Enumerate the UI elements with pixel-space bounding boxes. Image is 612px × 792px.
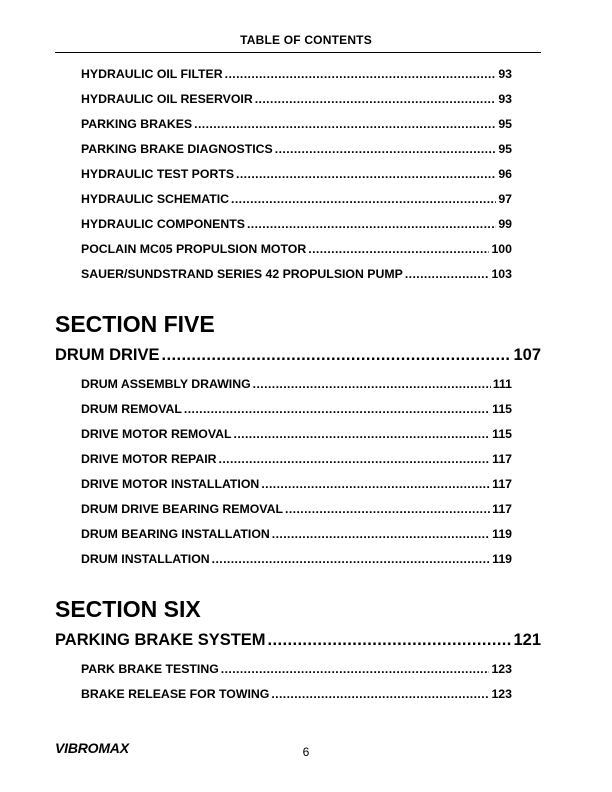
toc-dot-leader [194,117,496,131]
toc-dot-leader [275,142,497,156]
toc-entry-title: HYDRAULIC COMPONENTS [81,217,245,231]
toc-dot-leader [236,167,496,181]
toc-entry-page: 97 [498,192,512,206]
toc-entry-title: DRUM ASSEMBLY DRAWING [81,377,251,391]
toc-major-entry-drum-drive[interactable] [55,346,541,365]
toc-dot-leader [184,402,490,416]
toc-entry-title: DRUM DRIVE [55,346,160,364]
toc-entry-page: 117 [492,477,512,491]
page-number: 6 [302,745,310,759]
toc-major-entry-parking-brake-system[interactable] [55,631,541,650]
toc-entry-page: 119 [492,527,512,541]
toc-entry-page: 100 [491,242,512,256]
toc-entry-page: 103 [491,267,512,281]
toc-dot-leader [162,346,512,365]
toc-entry[interactable] [81,427,512,441]
toc-entry-title: DRIVE MOTOR INSTALLATION [81,477,260,491]
toc-dot-leader [231,192,496,206]
toc-entry[interactable] [81,687,512,701]
toc-entry-title: DRIVE MOTOR REMOVAL [81,427,232,441]
toc-dot-leader [219,452,491,466]
toc-entry-title: HYDRAULIC OIL RESERVOIR [81,92,253,106]
toc-entry[interactable] [81,242,512,256]
toc-dot-leader [405,267,490,281]
toc-entry[interactable] [81,67,512,81]
toc-entry-title: HYDRAULIC TEST PORTS [81,167,235,181]
toc-entry-title: PARKING BRAKES [81,117,193,131]
toc-dot-leader [247,217,496,231]
toc-entry-page: 117 [492,452,512,466]
toc-dot-leader [272,527,490,541]
toc-entry-title: DRUM BEARING INSTALLATION [81,527,270,541]
toc-entry-page: 123 [491,662,512,676]
toc-entry-page: 115 [492,402,512,416]
toc-dot-leader [271,687,489,701]
toc-dot-leader [285,502,490,516]
toc-entry-page: 119 [492,552,512,566]
toc-entry[interactable] [81,377,512,391]
toc-dot-leader [234,427,491,441]
toc-entry[interactable] [81,192,512,206]
toc-entry-page: 95 [498,142,512,156]
toc-dot-leader [253,377,491,391]
toc-entry-page: 111 [492,377,512,391]
toc-entry[interactable] [81,402,512,416]
toc-dot-leader [225,67,497,81]
toc-entry-page: 121 [513,631,541,649]
toc-entry-title: POCLAIN MC05 PROPULSION MOTOR [81,242,307,256]
toc-entry[interactable] [81,527,512,541]
toc-entry-page: 107 [513,346,541,364]
toc-entry-title: BRAKE RELEASE FOR TOWING [81,687,270,701]
toc-entry-page: 117 [492,502,512,516]
toc-entry[interactable] [81,167,512,181]
toc-entry[interactable] [81,267,512,281]
toc-entry[interactable] [81,217,512,231]
section-five-heading: SECTION FIVE [55,311,215,337]
toc-entry-title: DRUM REMOVAL [81,402,182,416]
toc-entry[interactable] [81,502,512,516]
logo-wordmark: VIBROMAX [55,740,129,756]
toc-dot-leader [255,92,497,106]
toc-dot-leader [212,552,491,566]
toc-dot-leader [308,242,489,256]
page-header-title: TABLE OF CONTENTS [240,33,372,47]
toc-entry[interactable] [81,92,512,106]
toc-entry-title: DRUM DRIVE BEARING REMOVAL [81,502,283,516]
toc-entry-page: 93 [498,92,512,106]
toc-entry-title: PARKING BRAKE SYSTEM [55,631,266,649]
toc-dot-leader [261,477,490,491]
toc-entry[interactable] [81,142,512,156]
toc-dot-leader [221,662,490,676]
toc-entry[interactable] [81,452,512,466]
toc-entry-page: 115 [492,427,512,441]
toc-entry-page: 96 [498,167,512,181]
toc-entry-page: 93 [498,67,512,81]
toc-entry[interactable] [81,552,512,566]
toc-entry-title: SAUER/SUNDSTRAND SERIES 42 PROPULSION PUMP [81,267,403,281]
toc-entry-title: HYDRAULIC OIL FILTER [81,67,223,81]
section-six-heading: SECTION SIX [55,596,201,622]
toc-entry-title: PARKING BRAKE DIAGNOSTICS [81,142,273,156]
toc-entry[interactable] [81,477,512,491]
toc-entry-page: 123 [491,687,512,701]
toc-entry-title: HYDRAULIC SCHEMATIC [81,192,230,206]
toc-entry-title: DRIVE MOTOR REPAIR [81,452,217,466]
toc-entry-page: 95 [498,117,512,131]
toc-entry-title: PARK BRAKE TESTING [81,662,219,676]
toc-entry[interactable] [81,662,512,676]
toc-dot-leader [268,631,512,650]
toc-entry-title: DRUM INSTALLATION [81,552,210,566]
toc-entry[interactable] [81,117,512,131]
header-divider [55,52,541,53]
toc-entry-page: 99 [498,217,512,231]
